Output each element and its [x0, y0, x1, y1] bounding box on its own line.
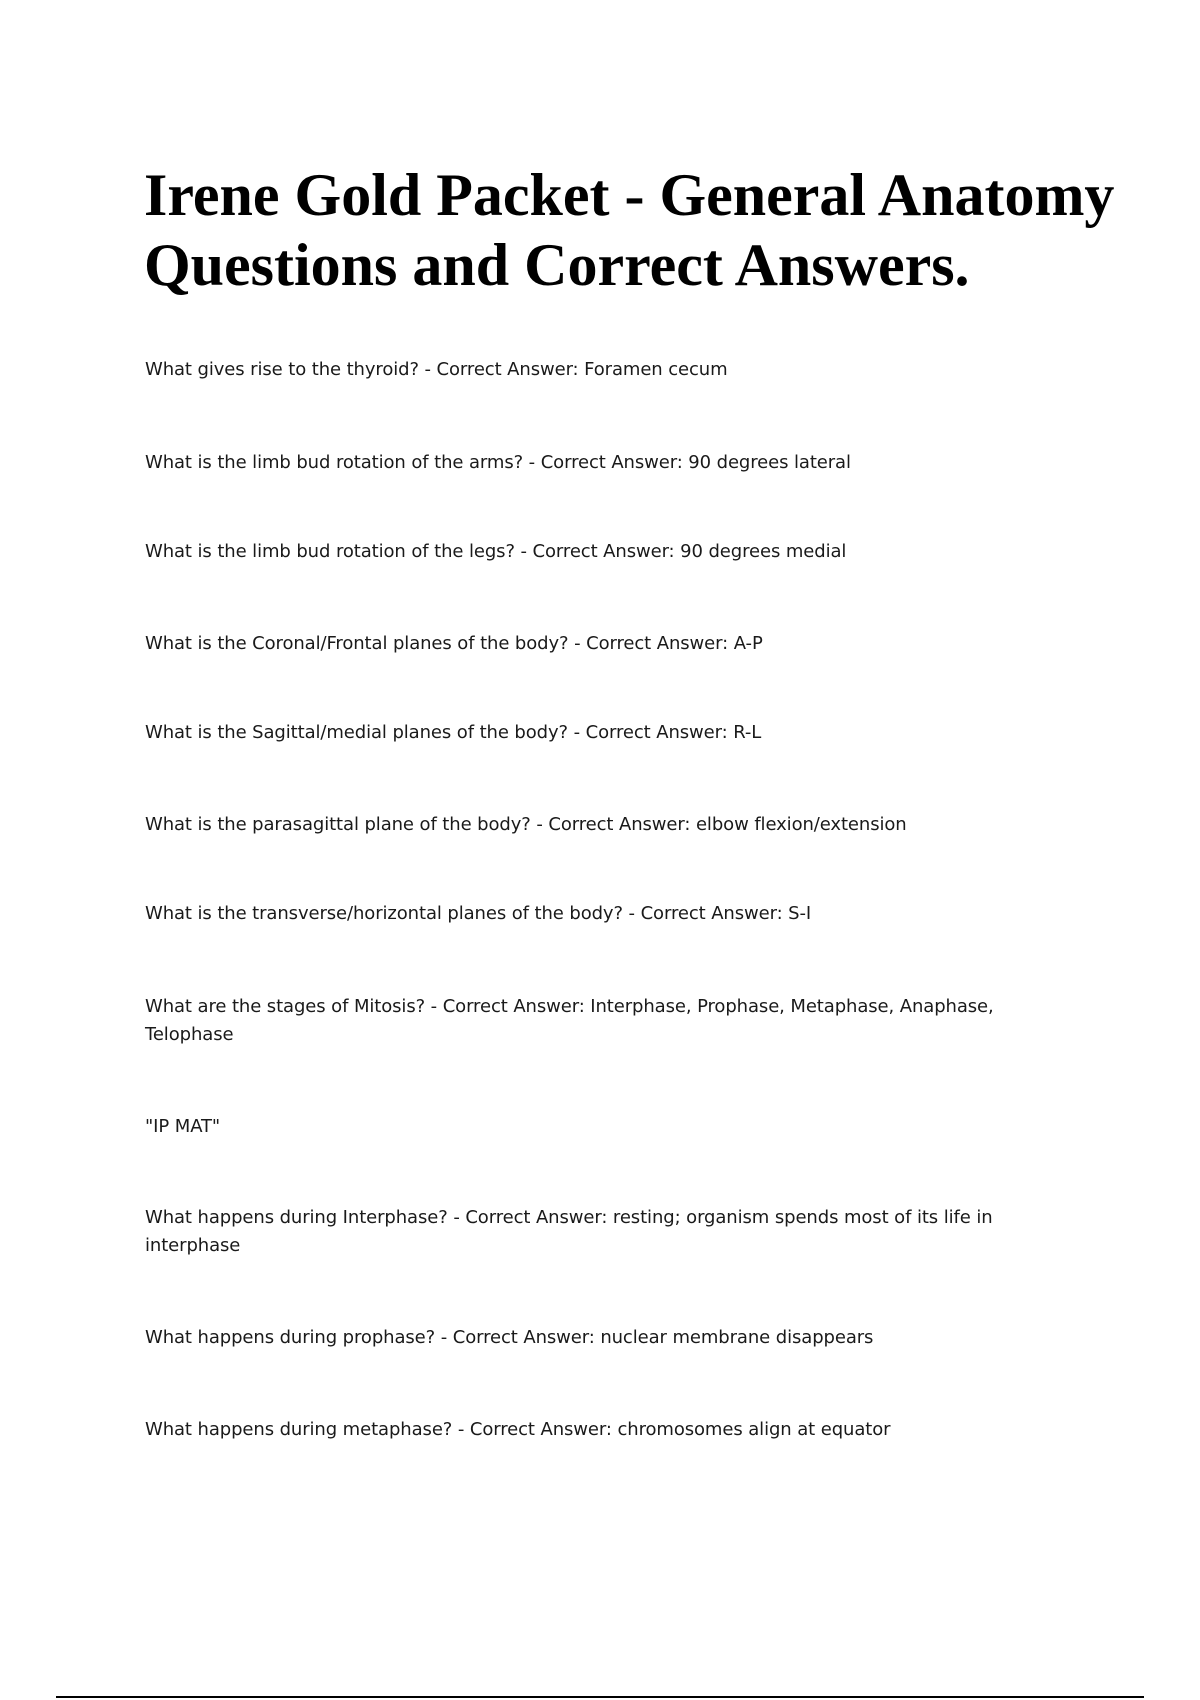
title-line-1: Irene Gold Packet - General Anatomy	[144, 162, 1115, 228]
qa-entry-limb-bud-legs: What is the limb bud rotation of the legs? - Correct Answer: 90 degrees medial	[145, 541, 847, 562]
qa-entry-parasagittal-plane: What is the parasagittal plane of the body? - Correct Answer: elbow flexion/extension	[145, 814, 907, 835]
qa-entry-coronal-plane: What is the Coronal/Frontal planes of the body? - Correct Answer: A-P	[145, 633, 763, 654]
qa-entry-interphase: What happens during Interphase? - Correct Answer: resting; organism spends most of its life in interphase	[145, 1207, 993, 1256]
qa-entry-limb-bud-arms: What is the limb bud rotation of the arms? - Correct Answer: 90 degrees lateral	[145, 452, 851, 473]
qa-entry-mnemonic: "IP MAT"	[145, 1116, 221, 1137]
qa-entry-metaphase: What happens during metaphase? - Correct Answer: chromosomes align at equator	[145, 1419, 891, 1440]
qa-entry-mitosis-stages: What are the stages of Mitosis? - Correct Answer: Interphase, Prophase, Metaphase, Anaphase, Telophase	[145, 996, 994, 1045]
qa-entry-sagittal-plane: What is the Sagittal/medial planes of the body? - Correct Answer: R-L	[145, 722, 762, 743]
qa-entry-thyroid: What gives rise to the thyroid? - Correct Answer: Foramen cecum	[145, 359, 728, 380]
document-title	[144, 160, 1184, 300]
title-line-2: Questions and Correct Answers.	[144, 232, 970, 298]
qa-entry-prophase: What happens during prophase? - Correct Answer: nuclear membrane disappears	[145, 1327, 874, 1348]
qa-entry-transverse-plane: What is the transverse/horizontal planes of the body? - Correct Answer: S-I	[145, 903, 812, 924]
footer-divider	[56, 1696, 1144, 1698]
